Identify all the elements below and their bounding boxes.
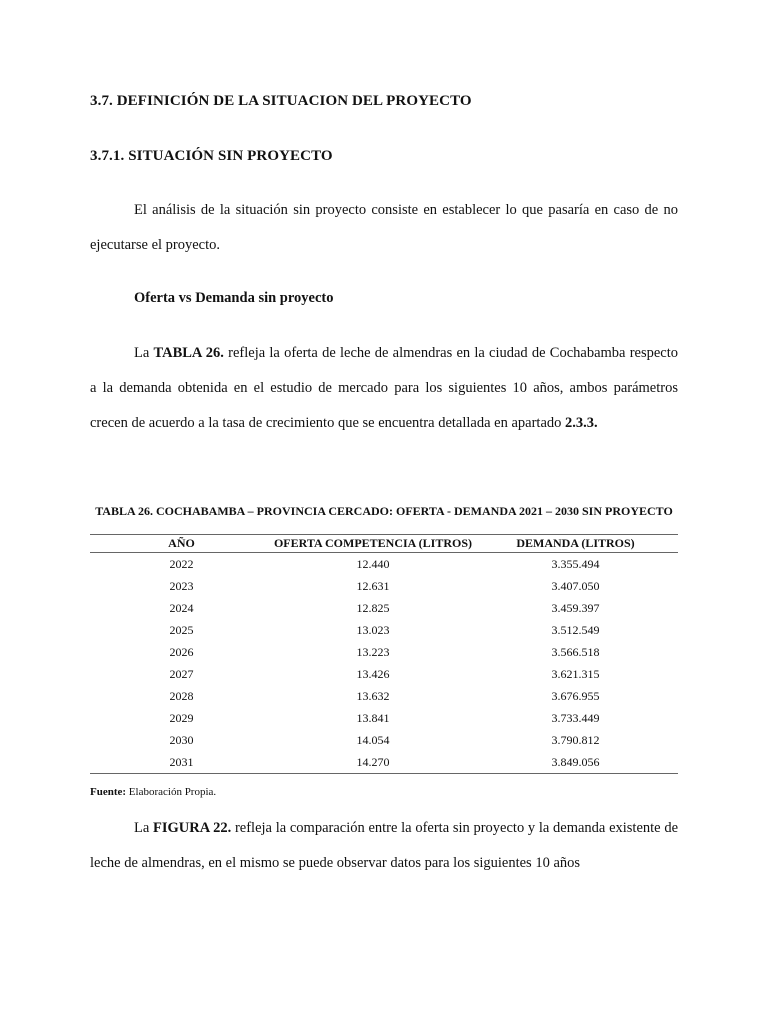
source-label: Fuente: <box>90 786 127 798</box>
cell-demand: 3.621.315 <box>551 667 600 681</box>
cell-supply: 14.270 <box>273 751 473 774</box>
cell-year: 2024 <box>169 601 194 615</box>
section-heading: 3.7. DEFINICIÓN DE LA SITUACION DEL PROYECTO <box>90 93 472 109</box>
table-row <box>90 663 678 685</box>
paragraph-situation-definition: El análisis de la situación sin proyecto consiste en establecer lo que pasaría en caso de no ejecutarse el proyecto. <box>90 202 678 253</box>
cell-demand: 3.407.050 <box>551 579 600 593</box>
cell-demand: 3.676.955 <box>551 689 600 703</box>
subsection-title: Oferta vs Demanda sin proyecto <box>134 290 334 306</box>
paragraph-table-reference: La TABLA 26. refleja la oferta de leche de almendras en la ciudad de Cochabamba respecto a la demanda obtenida en el estudio de mercado para los siguientes 10 años, ambos parámetros crecen de acuerdo a la tasa de crecimiento que se encuentra detallada en apartado 2.3.3. <box>90 345 679 431</box>
cell-supply: 12.825 <box>356 601 390 615</box>
cell-supply: 13.023 <box>356 623 390 637</box>
supply-demand-table <box>90 534 678 774</box>
table-row <box>90 619 678 641</box>
cell-supply: 13.223 <box>356 645 390 659</box>
cell-demand: 3.355.494 <box>551 557 600 571</box>
table-row <box>90 641 678 663</box>
cell-demand: 3.512.549 <box>551 623 600 637</box>
cell-year: 2028 <box>169 689 194 703</box>
cell-supply: 13.632 <box>356 689 390 703</box>
table-caption: TABLA 26. COCHABAMBA – PROVINCIA CERCADO: OFERTA - DEMANDA 2021 – 2030 SIN PROYECTO <box>95 504 673 518</box>
table-row <box>90 751 678 774</box>
cell-year: 2025 <box>169 623 194 637</box>
cell-supply: 13.841 <box>356 711 390 725</box>
cell-year: 2031 <box>90 751 273 774</box>
source-text: Elaboración Propia. <box>128 786 217 798</box>
table-row <box>90 553 678 576</box>
paragraph-figure-reference: La FIGURA 22. refleja la comparación entre la oferta sin proyecto y la demanda existente de leche de almendras, en el mismo se puede observar datos para los siguientes 10 años <box>90 820 679 871</box>
table-row <box>90 729 678 751</box>
cell-year: 2023 <box>169 579 194 593</box>
cell-demand: 3.459.397 <box>551 601 600 615</box>
table-row <box>90 685 678 707</box>
subsection-heading: 3.7.1. SITUACIÓN SIN PROYECTO <box>90 148 333 164</box>
cell-supply: 14.054 <box>356 733 390 747</box>
header-demand: DEMANDA (LITROS) <box>473 535 678 553</box>
cell-demand: 3.849.056 <box>473 751 678 774</box>
cell-supply: 12.440 <box>356 557 390 571</box>
table-source <box>90 786 216 798</box>
table-row <box>90 707 678 729</box>
header-year: AÑO <box>90 535 273 553</box>
table-row <box>90 597 678 619</box>
table-header-row <box>90 535 678 553</box>
table-reference: TABLA 26. <box>153 345 224 361</box>
table-row <box>90 575 678 597</box>
cell-demand: 3.790.812 <box>551 733 600 747</box>
header-supply: OFERTA COMPETENCIA (LITROS) <box>273 535 473 553</box>
cell-demand: 3.566.518 <box>551 645 600 659</box>
cell-year: 2022 <box>169 557 194 571</box>
cell-supply: 13.426 <box>356 667 390 681</box>
cell-year: 2026 <box>169 645 194 659</box>
cell-year: 2030 <box>169 733 194 747</box>
cell-year: 2029 <box>169 711 194 725</box>
figure-reference: FIGURA 22. <box>153 820 232 836</box>
cell-demand: 3.733.449 <box>551 711 600 725</box>
section-reference: 2.3.3. <box>565 415 598 431</box>
cell-year: 2027 <box>169 667 194 681</box>
cell-supply: 12.631 <box>356 579 390 593</box>
